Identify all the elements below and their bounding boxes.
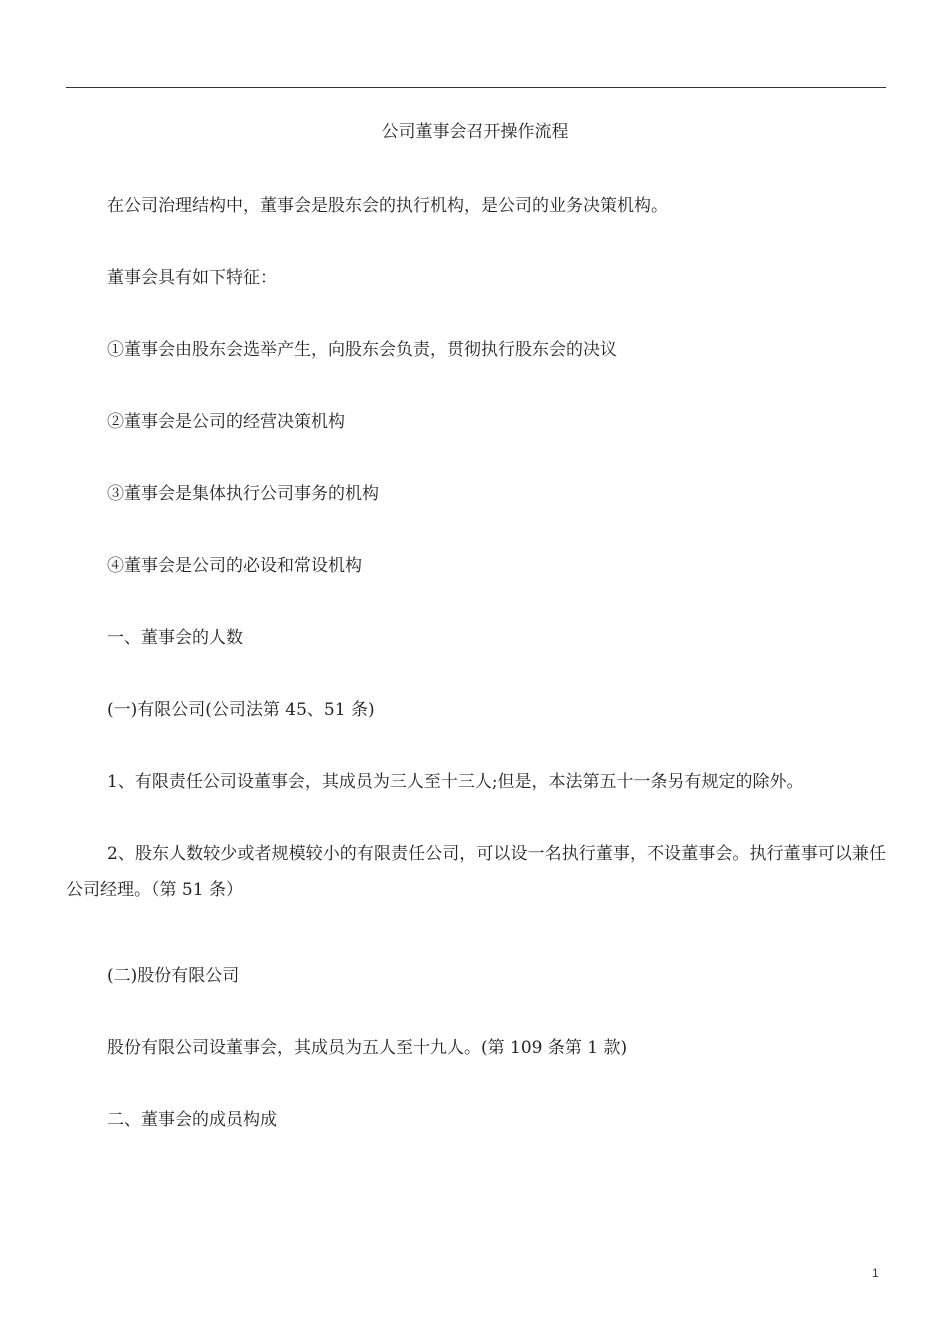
paragraph-intro: 在公司治理结构中，董事会是股东会的执行机构，是公司的业务决策机构。 [107, 196, 668, 216]
header-rule [66, 87, 886, 88]
document-title: 公司董事会召开操作流程 [381, 122, 569, 142]
paragraph-feature-1: ①董事会由股东会选举产生，向股东会负责，贯彻执行股东会的决议 [107, 340, 617, 360]
subsection-heading-1: (一)有限公司(公司法第 45、51 条) [107, 700, 375, 720]
subsection-heading-2: (二)股份有限公司 [107, 966, 240, 986]
page-number: 1 [872, 1266, 879, 1280]
section-heading-2: 二、董事会的成员构成 [107, 1110, 277, 1130]
paragraph-jsc-rule: 股份有限公司设董事会，其成员为五人至十九人。(第 109 条第 1 款) [107, 1038, 628, 1058]
paragraph-llc-rule-2: 2、股东人数较少或者规模较小的有限责任公司，可以设一名执行董事，不设董事会。执行董事可以兼任公司经理。（第 51 条） [66, 844, 886, 900]
paragraph-feature-3: ③董事会是集体执行公司事务的机构 [107, 484, 379, 504]
paragraph-feature-2: ②董事会是公司的经营决策机构 [107, 412, 345, 432]
paragraph-feature-4: ④董事会是公司的必设和常设机构 [107, 556, 362, 576]
section-heading-1: 一、董事会的人数 [107, 628, 243, 648]
paragraph-features-heading: 董事会具有如下特征： [107, 268, 277, 288]
paragraph-llc-rule-1: 1、有限责任公司设董事会，其成员为三人至十三人;但是，本法第五十一条另有规定的除外。 [107, 772, 804, 792]
